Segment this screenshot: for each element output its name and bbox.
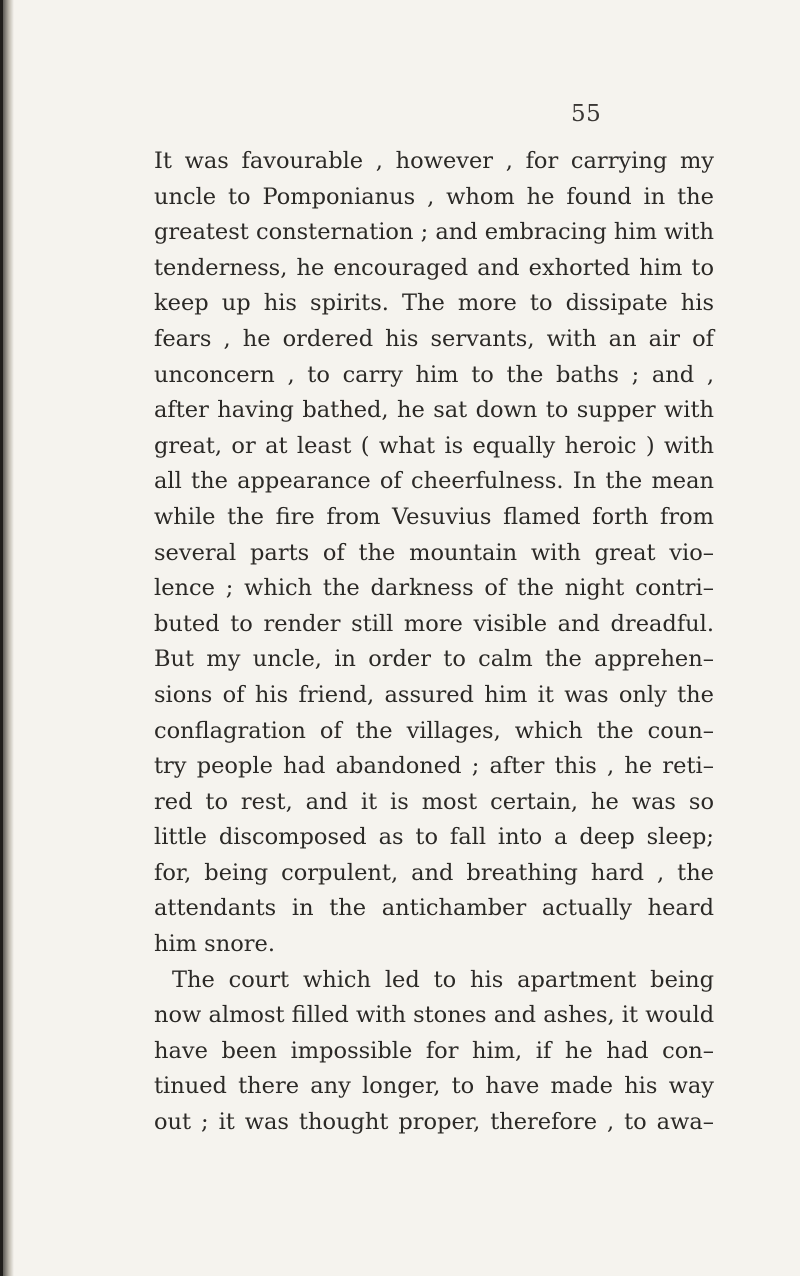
page-body-text — [154, 144, 714, 1141]
text-line: keep up his spirits. The more to dissipate his — [154, 290, 714, 317]
text-line: him snore. — [154, 931, 275, 958]
text-line: little discomposed as to fall into a deep sleep; — [154, 824, 714, 851]
text-line: great, or at least ( what is equally heroic ) with — [154, 432, 714, 459]
text-line: tinued there any longer, to have made his way — [154, 1073, 714, 1100]
text-line: have been impossible for him, if he had con– — [154, 1037, 714, 1064]
text-line: while the fire from Vesuvius flamed forth from — [154, 503, 714, 530]
text-line: uncle to Pomponianus , whom he found in the — [154, 183, 714, 210]
text-line: conflagration of the villages, which the coun– — [154, 717, 714, 744]
text-line: sions of his friend, assured him it was only the — [154, 681, 714, 708]
text-line: attendants in the antichamber actually heard — [154, 895, 714, 922]
paragraph-start-line: The court which led to his apartment being — [172, 966, 714, 993]
text-line: all the appearance of cheerfulness. In the mean — [154, 468, 714, 495]
text-line: out ; it was thought proper, therefore , to awa– — [154, 1109, 714, 1136]
page-gutter-edge — [0, 0, 3, 1276]
text-line: several parts of the mountain with great vio– — [154, 539, 714, 566]
text-line: for, being corpulent, and breathing hard , the — [154, 859, 714, 886]
text-line: It was favourable , however , for carrying my — [154, 148, 714, 174]
page-number: 55 — [571, 101, 602, 127]
text-line: lence ; which the darkness of the night contri– — [154, 575, 714, 602]
text-line: greatest consternation ; and embracing him with — [154, 219, 715, 246]
text-line: But my uncle, in order to calm the apprehen– — [154, 646, 714, 673]
text-line: buted to render still more visible and dreadful. — [154, 610, 714, 637]
text-line: fears , he ordered his servants, with an air of — [154, 325, 714, 352]
text-line: red to rest, and it is most certain, he was so — [154, 788, 714, 815]
text-line: now almost filled with stones and ashes, it would — [154, 1002, 715, 1029]
text-line: tenderness, he encouraged and exhorted him to — [154, 254, 714, 281]
text-line: try people had abandoned ; after this , he reti– — [154, 753, 714, 780]
text-line: after having bathed, he sat down to supper with — [154, 397, 714, 424]
text-line: unconcern , to carry him to the baths ; and , — [154, 361, 714, 388]
